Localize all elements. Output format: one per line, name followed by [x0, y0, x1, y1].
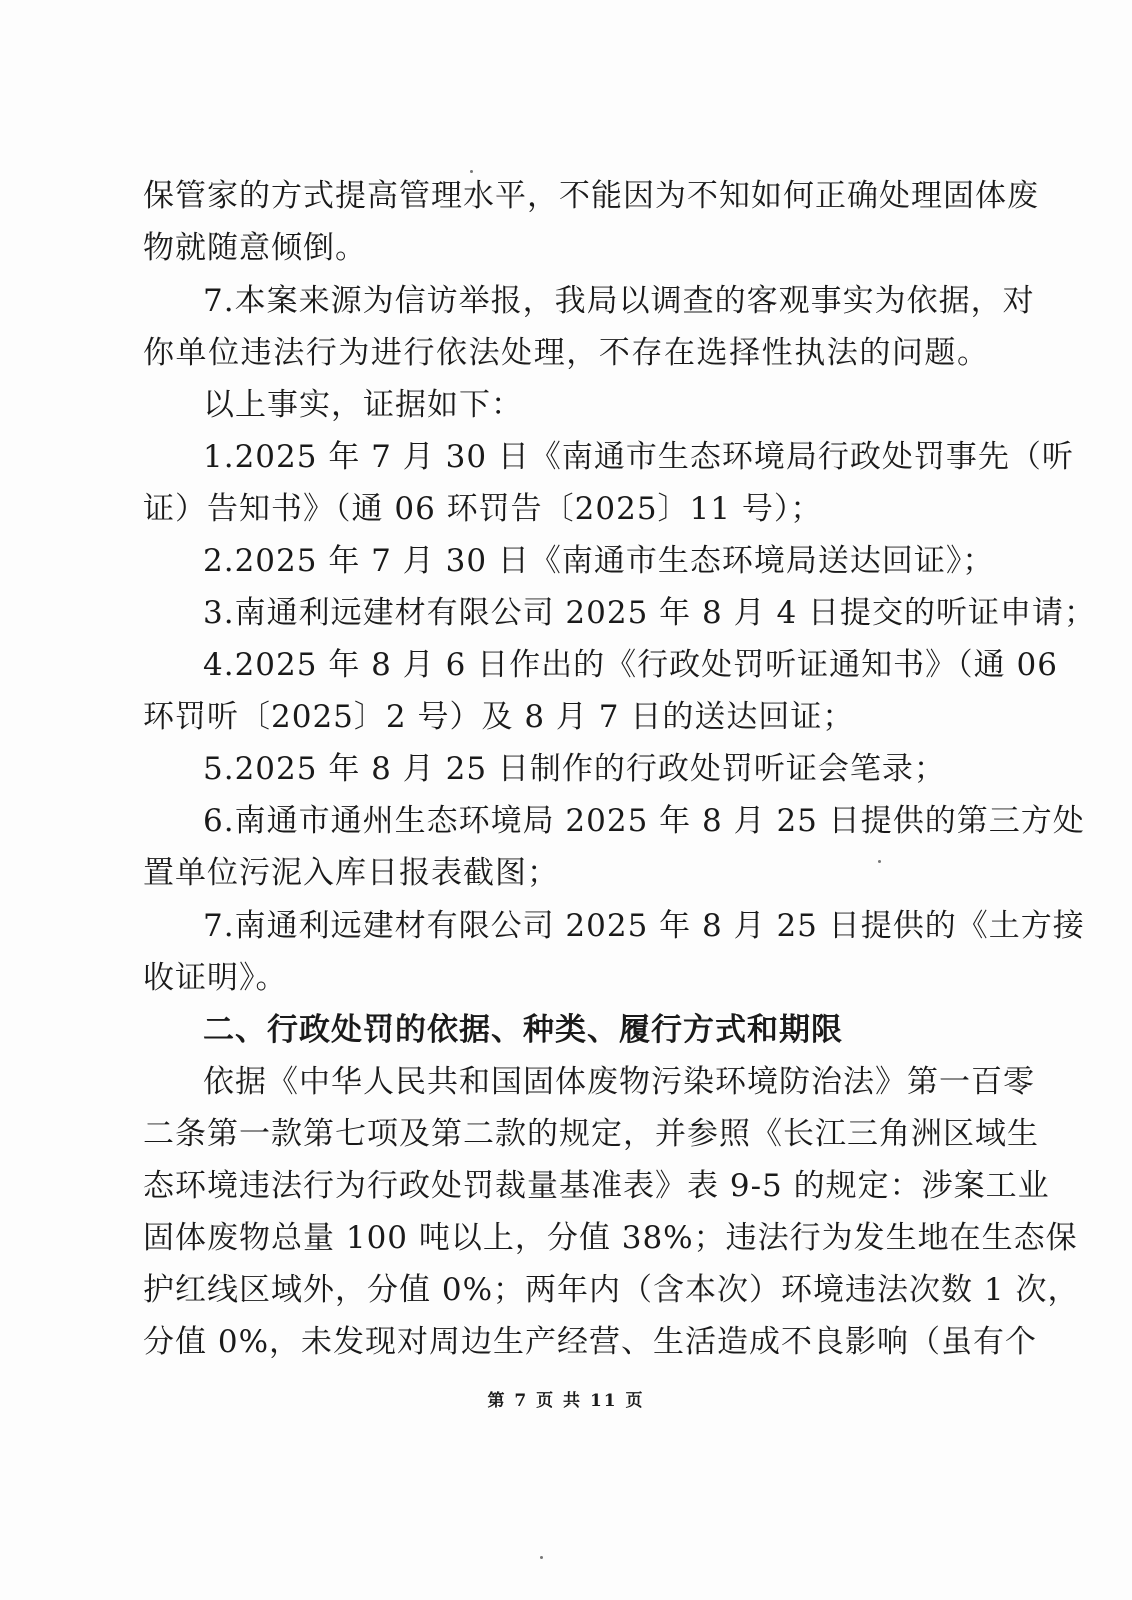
evidence-item-6: 6.南通市通州生态环境局 2025 年 8 月 25 日提供的第三方处	[203, 803, 1085, 839]
evidence-item-4-cont: 环罚听〔2025〕2 号）及 8 月 7 日的送达回证；	[143, 699, 855, 735]
evidence-item-7-cont: 收证明》。	[143, 960, 288, 996]
evidence-item-3: 3.南通利远建材有限公司 2025 年 8 月 4 日提交的听证申请；	[203, 595, 1097, 631]
evidence-item-5: 5.2025 年 8 月 25 日制作的行政处罚听证会笔录；	[203, 751, 946, 787]
scan-speck	[878, 860, 881, 863]
body-line-basis-2: 二条第一款第七项及第二款的规定，并参照《长江三角洲区域生	[143, 1116, 1039, 1152]
body-line-3: 7.本案来源为信访举报，我局以调查的客观事实为依据，对	[203, 283, 1035, 319]
body-line-basis-6: 分值 0%，未发现对周边生产经营、生活造成不良影响（虽有个	[143, 1324, 1038, 1360]
body-line-4: 你单位违法行为进行依法处理，不存在选择性执法的问题。	[143, 335, 989, 371]
evidence-item-2: 2.2025 年 7 月 30 日《南通市生态环境局送达回证》；	[203, 543, 995, 579]
page-number-footer: 第 7 页 共 11 页	[487, 1391, 645, 1411]
body-line-1: 保管家的方式提高管理水平，不能因为不知如何正确处理固体废	[143, 178, 1039, 214]
scan-speck	[540, 1556, 543, 1559]
section-heading: 二、行政处罚的依据、种类、履行方式和期限	[203, 1012, 843, 1048]
scan-speck	[470, 170, 473, 173]
body-line-basis-5: 护红线区域外，分值 0%；两年内（含本次）环境违法次数 1 次，	[143, 1272, 1080, 1308]
body-line-2: 物就随意倾倒。	[143, 230, 367, 266]
evidence-item-1-cont: 证）告知书》（通 06 环罚告〔2025〕11 号）；	[143, 491, 823, 527]
evidence-item-7: 7.南通利远建材有限公司 2025 年 8 月 25 日提供的《土方接	[203, 908, 1085, 944]
evidence-item-1: 1.2025 年 7 月 30 日《南通市生态环境局行政处罚事先（听	[203, 439, 1074, 475]
evidence-item-6-cont: 置单位污泥入库日报表截图；	[143, 855, 559, 891]
body-line-basis-4: 固体废物总量 100 吨以上，分值 38%；违法行为发生地在生态保	[143, 1220, 1078, 1256]
evidence-intro: 以上事实，证据如下：	[203, 387, 523, 423]
body-line-basis-3: 态环境违法行为行政处罚裁量基准表》表 9-5 的规定：涉案工业	[143, 1168, 1050, 1204]
evidence-item-4: 4.2025 年 8 月 6 日作出的《行政处罚听证通知书》（通 06	[203, 647, 1058, 683]
body-line-basis-1: 依据《中华人民共和国固体废物污染环境防治法》第一百零	[203, 1064, 1035, 1100]
